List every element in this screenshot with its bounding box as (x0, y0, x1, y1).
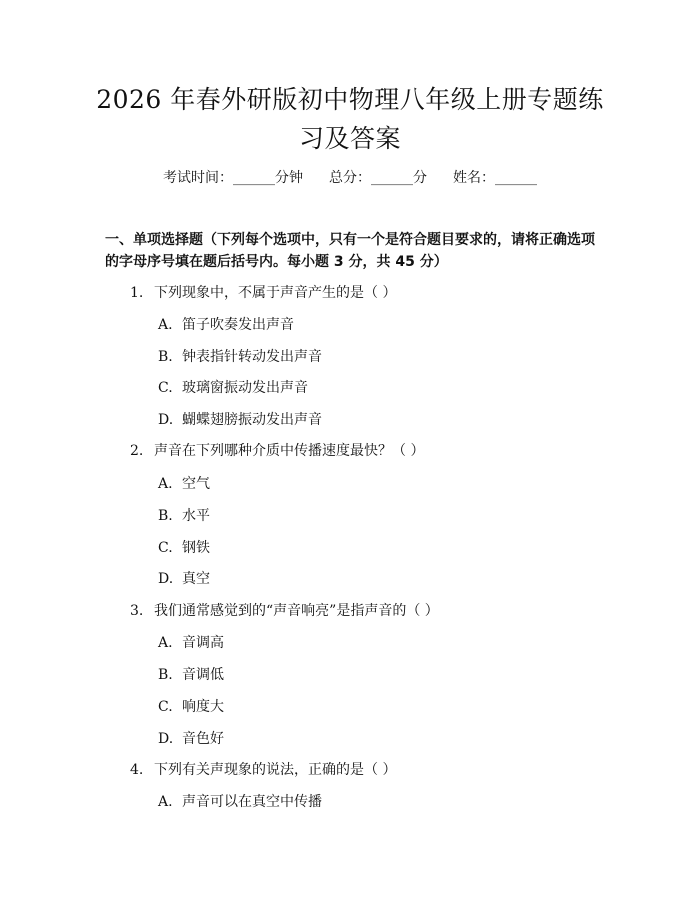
section-heading-line-1: 一、单项选择题（下列每个选项中，只有一个是符合题目要求的，请将正确选项 (105, 232, 595, 248)
option-text: 钢铁 (182, 540, 210, 556)
question-2-option-d (158, 569, 210, 589)
question-text: 下列现象中，不属于声音产生的是（ ） (154, 285, 397, 301)
option-text: 钟表指针转动发出声音 (182, 349, 322, 365)
option-label: C. (158, 380, 173, 396)
student-name-field: 姓名：______ (453, 170, 537, 186)
question-2-option-c (158, 538, 210, 558)
question-number: 4. (130, 762, 144, 778)
option-text: 音调高 (182, 635, 224, 651)
option-label: B. (158, 349, 173, 365)
option-text: 响度大 (182, 699, 224, 715)
question-text: 我们通常感觉到的“声音响亮”是指声音的（ ） (154, 603, 439, 619)
question-1-option-a (158, 315, 294, 335)
option-text: 音色好 (182, 731, 224, 747)
question-3-option-a (158, 633, 224, 653)
option-label: D. (158, 412, 174, 428)
option-label: A. (158, 794, 173, 810)
question-number: 3. (130, 603, 144, 619)
question-2-option-b (158, 506, 210, 526)
option-label: A. (158, 635, 173, 651)
question-3-option-d (158, 729, 224, 749)
option-text: 音调低 (182, 667, 224, 683)
option-label: A. (158, 317, 173, 333)
option-text: 声音可以在真空中传播 (182, 794, 322, 810)
question-number: 1. (130, 285, 144, 301)
question-3 (130, 601, 439, 621)
option-text: 真空 (182, 571, 210, 587)
option-label: B. (158, 667, 173, 683)
exam-time-field: 考试时间：______分钟 (163, 170, 303, 186)
question-4-option-a (158, 792, 322, 812)
option-label: B. (158, 508, 173, 524)
exam-title-line-2: 习及答案 (298, 124, 401, 153)
option-text: 玻璃窗振动发出声音 (182, 380, 308, 396)
option-label: C. (158, 699, 173, 715)
option-text: 空气 (182, 476, 210, 492)
option-label: D. (158, 571, 174, 587)
question-1-option-d (158, 410, 322, 430)
question-1-option-b (158, 347, 322, 367)
exam-info-line (0, 168, 700, 188)
option-label: A. (158, 476, 173, 492)
section-heading-line-2: 的字母序号填在题后括号内。每小题 3 分，共 45 分） (105, 254, 448, 270)
question-text: 下列有关声现象的说法，正确的是（ ） (154, 762, 397, 778)
option-text: 笛子吹奏发出声音 (182, 317, 294, 333)
exam-title-line-1: 2026 年春外研版初中物理八年级上册专题练 (96, 85, 604, 114)
question-3-option-b (158, 665, 224, 685)
question-4 (130, 760, 396, 780)
option-label: C. (158, 540, 173, 556)
option-text: 水平 (182, 508, 210, 524)
option-text: 蝴蝶翅膀振动发出声音 (182, 412, 322, 428)
question-2-option-a (158, 474, 210, 494)
question-number: 2. (130, 443, 144, 459)
question-1 (130, 283, 396, 303)
option-label: D. (158, 731, 174, 747)
question-2 (130, 441, 424, 461)
total-score-field: 总分：______分 (329, 170, 427, 186)
question-3-option-c (158, 697, 224, 717)
question-text: 声音在下列哪种介质中传播速度最快？（ ） (154, 443, 425, 459)
question-1-option-c (158, 378, 308, 398)
